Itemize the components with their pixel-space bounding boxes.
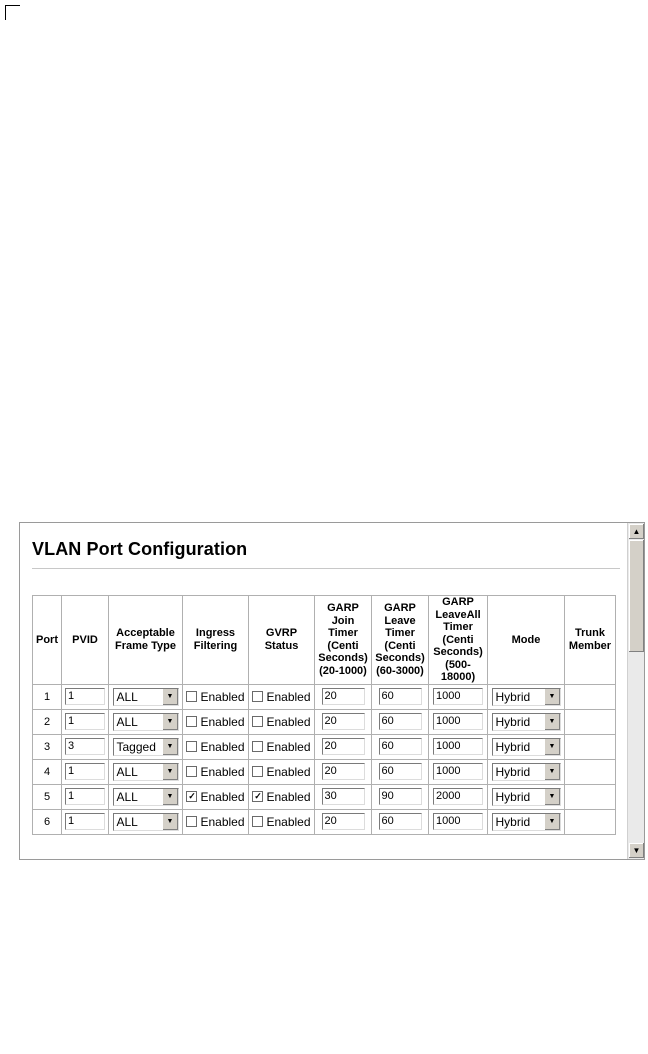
ingress-filtering-checkbox-box[interactable]: ✓ (188, 791, 196, 801)
pvid-input[interactable]: 1 (65, 788, 105, 805)
garp-join-timer-input[interactable]: 30 (322, 788, 365, 805)
table-cell (109, 759, 183, 784)
header-garp-leave-timer (372, 596, 429, 685)
header-garp-leave-timer-line: Timer (385, 627, 415, 640)
header-garp-join-timer-line: Seconds) (318, 652, 368, 665)
header-gvrp-status (249, 596, 315, 685)
frame-type-select[interactable] (113, 788, 179, 806)
ingress-filtering-checkbox-label: Enabled (200, 739, 245, 754)
table-row (33, 809, 616, 834)
gvrp-status-checkbox-box[interactable] (252, 716, 263, 727)
ingress-filtering-checkbox-box[interactable] (186, 766, 197, 777)
ingress-filtering-checkbox-box[interactable] (186, 716, 197, 727)
table-cell (488, 709, 565, 734)
table-cell (315, 709, 372, 734)
table-cell (372, 709, 429, 734)
header-garp-leaveall-timer-line: (Centi (442, 633, 474, 646)
dropdown-arrow-icon[interactable]: ▼ (162, 689, 178, 705)
table-cell (488, 684, 565, 709)
table-cell (565, 784, 616, 809)
header-garp-join-timer-line: Join (331, 614, 355, 627)
vlan-port-table (32, 595, 616, 835)
gvrp-status-checkbox[interactable] (252, 815, 310, 829)
garp-join-timer-input[interactable]: 20 (322, 713, 365, 730)
table-cell (315, 809, 372, 834)
gvrp-status-checkbox-label: Enabled (266, 814, 311, 829)
header-trunk-member-line: Trunk (575, 627, 605, 640)
dropdown-arrow-icon[interactable]: ▼ (162, 739, 178, 755)
port-number: 5 (43, 790, 51, 803)
frame-type-select-value: ALL (116, 689, 138, 704)
table-cell (249, 759, 315, 784)
table-cell (429, 734, 488, 759)
table-body (33, 684, 616, 834)
header-garp-leave-timer-line: Leave (384, 614, 416, 627)
ingress-filtering-checkbox-box[interactable] (186, 741, 197, 752)
mode-select-value: Hybrid (495, 739, 531, 754)
table-cell (315, 759, 372, 784)
header-garp-leaveall-timer-line: LeaveAll (435, 608, 481, 621)
header-garp-join-timer-line: (20-1000) (319, 664, 367, 677)
header-garp-join-timer-line: GARP (327, 602, 359, 615)
frame-type-select[interactable] (113, 813, 179, 831)
table-cell (33, 784, 62, 809)
table-cell (565, 809, 616, 834)
header-ingress-filtering-line: Ingress (195, 627, 236, 640)
table-cell (565, 734, 616, 759)
port-number: 3 (43, 740, 51, 753)
ingress-filtering-checkbox-label: Enabled (200, 764, 245, 779)
table-cell (372, 784, 429, 809)
gvrp-status-checkbox[interactable] (252, 765, 310, 779)
header-acceptable-frame-type (109, 596, 183, 685)
garp-leave-timer-input[interactable]: 60 (379, 763, 422, 780)
header-mode: Mode (488, 596, 565, 685)
header-acceptable-frame-type-line: Acceptable (116, 627, 175, 640)
dropdown-arrow-icon[interactable]: ▼ (162, 814, 178, 830)
gvrp-status-checkbox-label: Enabled (266, 764, 311, 779)
table-cell (62, 684, 109, 709)
frame-type-select[interactable] (113, 688, 179, 706)
table-cell (565, 709, 616, 734)
table-cell (183, 709, 249, 734)
ingress-filtering-checkbox[interactable] (186, 790, 244, 804)
ingress-filtering-checkbox-box[interactable] (186, 816, 197, 827)
ingress-filtering-checkbox[interactable] (186, 765, 244, 779)
scroll-up-arrow-icon[interactable]: ▲ (629, 524, 644, 539)
vertical-scrollbar[interactable] (627, 523, 644, 859)
gvrp-status-checkbox-label: Enabled (266, 689, 311, 704)
table-cell (565, 759, 616, 784)
garp-leave-timer-input[interactable]: 60 (379, 713, 422, 730)
header-garp-leaveall-timer (429, 596, 488, 685)
garp-leaveall-timer-input[interactable]: 1000 (433, 688, 483, 705)
mode-select[interactable] (492, 788, 561, 806)
table-cell (62, 759, 109, 784)
garp-join-timer-input[interactable]: 20 (322, 813, 365, 830)
header-garp-leaveall-timer-line: GARP (442, 596, 474, 608)
crop-mark (0, 0, 20, 20)
table-cell (372, 734, 429, 759)
dropdown-arrow-icon[interactable]: ▼ (544, 789, 560, 805)
header-pvid: PVID (62, 596, 109, 685)
header-garp-leave-timer-line: (Centi (384, 639, 416, 652)
mode-select-value: Hybrid (495, 764, 531, 779)
gvrp-status-checkbox[interactable] (252, 715, 310, 729)
frame-type-select-value: Tagged (116, 739, 156, 754)
table-cell (372, 684, 429, 709)
ingress-filtering-checkbox-label: Enabled (200, 689, 245, 704)
table-cell (249, 684, 315, 709)
table-cell (315, 684, 372, 709)
gvrp-status-checkbox-label: Enabled (266, 714, 311, 729)
table-cell (429, 709, 488, 734)
table-cell (109, 784, 183, 809)
table-cell (33, 734, 62, 759)
garp-leaveall-timer-input[interactable]: 2000 (433, 788, 483, 805)
garp-leave-timer-input[interactable]: 60 (379, 813, 422, 830)
mode-select-value: Hybrid (495, 714, 531, 729)
dropdown-arrow-icon[interactable]: ▼ (544, 714, 560, 730)
garp-leaveall-timer-input[interactable]: 1000 (433, 813, 483, 830)
mode-select-value: Hybrid (495, 789, 531, 804)
ingress-filtering-checkbox[interactable] (186, 690, 244, 704)
garp-leaveall-timer-input[interactable]: 1000 (433, 763, 483, 780)
header-garp-leave-timer-line: Seconds) (375, 652, 425, 665)
table-cell (565, 684, 616, 709)
ingress-filtering-checkbox-label: Enabled (200, 789, 245, 804)
ingress-filtering-checkbox-box[interactable] (186, 691, 197, 702)
gvrp-status-checkbox[interactable] (252, 690, 310, 704)
table-row (33, 684, 616, 709)
frame-type-select[interactable] (113, 763, 179, 781)
scrollbar-thumb[interactable] (629, 540, 644, 652)
table-cell (429, 684, 488, 709)
header-garp-join-timer (315, 596, 372, 685)
port-number: 4 (43, 765, 51, 778)
table-row (33, 734, 616, 759)
garp-join-timer-input[interactable]: 20 (322, 738, 365, 755)
frame-type-select[interactable] (113, 713, 179, 731)
dropdown-arrow-icon[interactable]: ▼ (162, 789, 178, 805)
table-cell (488, 734, 565, 759)
table-cell (109, 684, 183, 709)
mode-select[interactable] (492, 763, 561, 781)
ingress-filtering-checkbox-label: Enabled (200, 714, 245, 729)
header-garp-leave-timer-line: GARP (384, 602, 416, 615)
header-ingress-filtering-line: Filtering (193, 639, 238, 652)
table-cell (62, 709, 109, 734)
garp-join-timer-input[interactable]: 20 (322, 688, 365, 705)
mode-select[interactable] (492, 713, 561, 731)
dropdown-arrow-icon[interactable]: ▼ (544, 814, 560, 830)
pvid-input[interactable]: 1 (65, 713, 105, 730)
header-garp-join-timer-line: (Centi (327, 639, 359, 652)
scroll-down-arrow-icon[interactable]: ▼ (629, 843, 644, 858)
gvrp-status-checkbox[interactable] (252, 740, 310, 754)
table-cell (183, 784, 249, 809)
port-number: 2 (43, 715, 51, 728)
garp-leave-timer-input[interactable]: 90 (379, 788, 422, 805)
table-cell (62, 734, 109, 759)
garp-leaveall-timer-input[interactable]: 1000 (433, 738, 483, 755)
vlan-port-config-window (19, 522, 645, 860)
mode-select[interactable] (492, 813, 561, 831)
table-cell (249, 784, 315, 809)
header-garp-join-timer-line: Timer (328, 627, 358, 640)
table-cell (372, 809, 429, 834)
header-garp-leaveall-timer-line: 18000) (440, 671, 476, 683)
table-cell (249, 709, 315, 734)
header-garp-leaveall-timer-line: Timer (443, 621, 473, 633)
mode-select-value: Hybrid (495, 689, 531, 704)
garp-leave-timer-input[interactable]: 60 (379, 688, 422, 705)
header-gvrp-status-line: GVRP (265, 627, 298, 640)
mode-select[interactable] (492, 688, 561, 706)
frame-type-select-value: ALL (116, 789, 138, 804)
gvrp-status-checkbox-box[interactable]: ✓ (254, 791, 262, 801)
header-port: Port (33, 596, 62, 685)
table-cell (315, 784, 372, 809)
frame-type-select[interactable] (113, 738, 179, 756)
pvid-input[interactable]: 1 (65, 813, 105, 830)
header-garp-leaveall-timer-line: (500- (445, 658, 471, 671)
pvid-input[interactable]: 3 (65, 738, 105, 755)
table-cell (429, 759, 488, 784)
port-number: 6 (43, 815, 51, 828)
pvid-input[interactable]: 1 (65, 688, 105, 705)
table-cell (33, 809, 62, 834)
table-cell (33, 709, 62, 734)
mode-select-value: Hybrid (495, 814, 531, 829)
table-cell (183, 734, 249, 759)
table-cell (249, 734, 315, 759)
table-cell (109, 809, 183, 834)
frame-type-select-value: ALL (116, 814, 138, 829)
table-cell (109, 734, 183, 759)
table-cell (33, 759, 62, 784)
gvrp-status-checkbox-box[interactable] (252, 816, 263, 827)
table-cell (488, 784, 565, 809)
table-cell (62, 784, 109, 809)
dropdown-arrow-icon[interactable]: ▼ (544, 764, 560, 780)
table-row (33, 784, 616, 809)
table-header-row (33, 596, 616, 685)
table-row (33, 759, 616, 784)
title-divider (32, 568, 620, 569)
gvrp-status-checkbox-label: Enabled (266, 739, 311, 754)
ingress-filtering-checkbox[interactable] (186, 740, 244, 754)
gvrp-status-checkbox-box[interactable] (252, 766, 263, 777)
gvrp-status-checkbox[interactable] (252, 790, 310, 804)
header-garp-leaveall-timer-line: Seconds) (433, 646, 483, 658)
header-gvrp-status-line: Status (264, 639, 299, 652)
page-title: VLAN Port Configuration (32, 539, 248, 559)
dropdown-arrow-icon[interactable]: ▼ (162, 764, 178, 780)
header-acceptable-frame-type-line: Frame Type (115, 639, 176, 652)
gvrp-status-checkbox-label: Enabled (266, 789, 311, 804)
ingress-filtering-checkbox[interactable] (186, 715, 244, 729)
table-cell (429, 784, 488, 809)
table-cell (249, 809, 315, 834)
header-ingress-filtering (183, 596, 249, 685)
ingress-filtering-checkbox-label: Enabled (200, 814, 245, 829)
table-cell (372, 759, 429, 784)
frame-type-select-value: ALL (116, 764, 138, 779)
table-cell (488, 759, 565, 784)
table-cell (183, 809, 249, 834)
garp-leave-timer-input[interactable]: 60 (379, 738, 422, 755)
header-garp-leave-timer-line: (60-3000) (376, 664, 424, 677)
frame-type-select-value: ALL (116, 714, 138, 729)
port-number: 1 (43, 690, 51, 703)
table-cell (183, 759, 249, 784)
dropdown-arrow-icon[interactable]: ▼ (544, 739, 560, 755)
table-cell (109, 709, 183, 734)
garp-leaveall-timer-input[interactable]: 1000 (433, 713, 483, 730)
gvrp-status-checkbox-box[interactable] (252, 691, 263, 702)
table-cell (315, 734, 372, 759)
table-cell (33, 684, 62, 709)
table-cell (488, 809, 565, 834)
table-cell (183, 684, 249, 709)
table-cell (429, 809, 488, 834)
gvrp-status-checkbox-box[interactable] (252, 741, 263, 752)
garp-join-timer-input[interactable]: 20 (322, 763, 365, 780)
ingress-filtering-checkbox[interactable] (186, 815, 244, 829)
table-cell (62, 809, 109, 834)
dropdown-arrow-icon[interactable]: ▼ (544, 689, 560, 705)
table-row (33, 709, 616, 734)
header-trunk-member-line: Member (568, 639, 612, 652)
header-trunk-member (565, 596, 616, 685)
pvid-input[interactable]: 1 (65, 763, 105, 780)
mode-select[interactable] (492, 738, 561, 756)
dropdown-arrow-icon[interactable]: ▼ (162, 714, 178, 730)
page-content (20, 523, 626, 859)
